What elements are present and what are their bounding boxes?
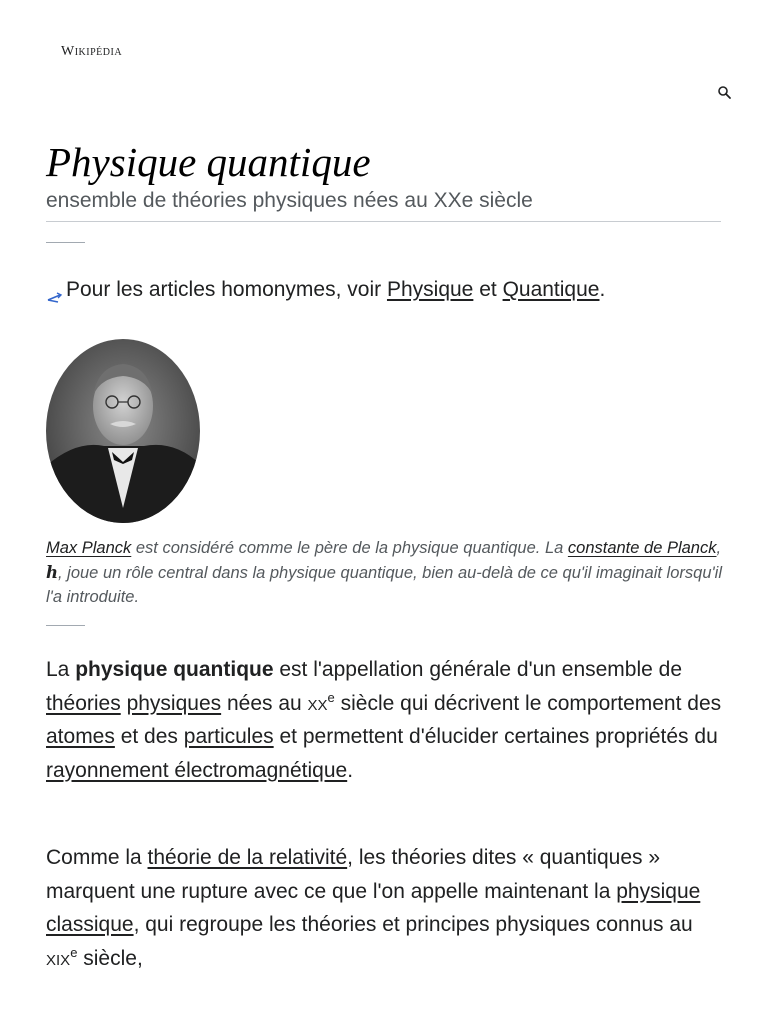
text: est l'appellation générale d'un ensemble de <box>273 658 683 681</box>
page-title: Physique quantique <box>46 139 371 185</box>
century-sup: e <box>70 944 78 960</box>
image-caption <box>46 536 726 610</box>
century: xx <box>307 691 328 715</box>
hatnote-text: Pour les articles homonymes, voir <box>66 278 382 301</box>
text: , qui regroupe les théories et principes physiques connus au <box>133 913 693 936</box>
link-theories[interactable]: théories <box>46 691 121 715</box>
caption-text: , <box>716 539 722 557</box>
link-physique-classique[interactable]: physique classique <box>46 879 701 936</box>
link-atomes[interactable]: atomes <box>46 725 115 748</box>
text: , les théories dites « quantiques » marquent une rupture avec ce que l'on appelle maintenant la <box>46 846 661 903</box>
link-physique[interactable]: Physique <box>386 278 474 301</box>
paragraph-relativity <box>46 841 722 975</box>
century: xix <box>46 946 71 970</box>
text: . <box>347 758 354 782</box>
planck-symbol: h <box>46 562 58 582</box>
disambiguation-icon <box>46 284 64 296</box>
section-divider <box>46 242 85 243</box>
text: et des <box>114 725 184 748</box>
hatnote-text: . <box>599 278 606 301</box>
century-sup: e <box>327 689 335 705</box>
text: nées au <box>221 691 308 715</box>
search-button[interactable] <box>714 82 736 104</box>
caption-text: , joue un rôle central dans la physique quantique, bien au-delà de ce qu'il imaginait lorsqu'il l'a introduite. <box>46 563 722 606</box>
max-planck-portrait[interactable] <box>46 338 202 526</box>
title-divider <box>46 221 721 222</box>
paragraph-intro <box>46 653 722 787</box>
link-theorie-de-la-relativite[interactable]: théorie de la relativité <box>147 846 348 869</box>
text: siècle qui décrivent le comportement des <box>334 691 722 715</box>
text: La <box>46 658 76 681</box>
page-subtitle: ensemble de théories physiques nées au XXe siècle <box>46 189 533 212</box>
link-max-planck[interactable]: Max Planck <box>46 539 132 557</box>
text: et permettent d'élucider certaines propriétés du <box>273 725 718 748</box>
wikipedia-logo[interactable]: Wikipédia <box>61 44 123 59</box>
link-quantique[interactable]: Quantique <box>502 278 600 301</box>
caption-divider <box>46 625 85 626</box>
hatnote-text: et <box>479 278 497 301</box>
link-rayonnement-electromagnetique[interactable]: rayonnement électromagnétique <box>46 758 348 782</box>
bold-term: physique quantique <box>75 658 274 681</box>
caption-text: est considéré comme le père de la physique quantique. La <box>131 539 568 557</box>
text: siècle, <box>77 946 143 970</box>
link-physiques[interactable]: physiques <box>126 691 222 715</box>
link-constante-de-planck[interactable]: constante de Planck <box>567 539 717 557</box>
search-icon <box>714 82 736 104</box>
text: Comme la <box>46 846 148 869</box>
hatnote <box>46 276 605 304</box>
link-particules[interactable]: particules <box>183 725 274 748</box>
